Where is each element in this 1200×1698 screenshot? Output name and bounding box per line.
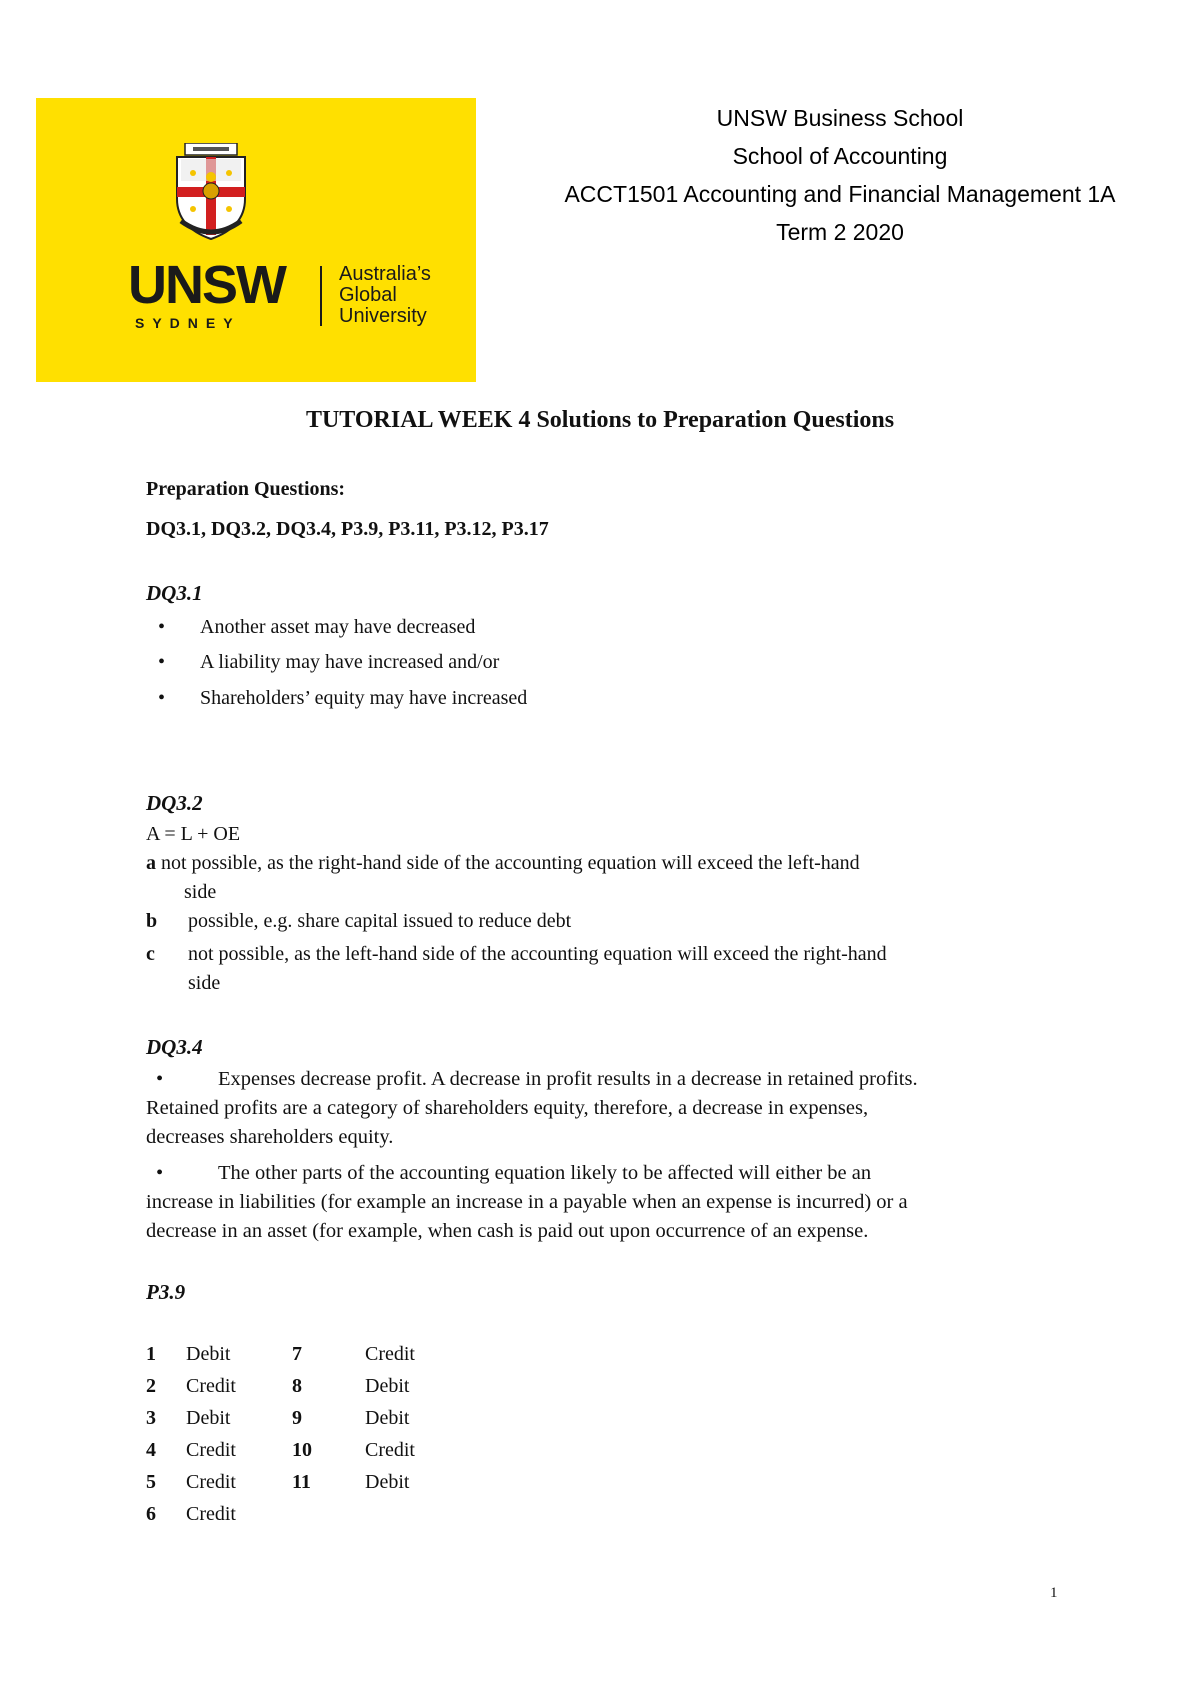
- entry-number: 10: [292, 1439, 312, 1461]
- entry-number: 3: [146, 1407, 156, 1429]
- entry-number: 6: [146, 1503, 156, 1525]
- header-line: ACCT1501 Accounting and Financial Management 1A: [564, 181, 1116, 207]
- list-item: [158, 616, 475, 639]
- accounting-equation: A = L + OE: [146, 823, 241, 845]
- entry-value: Debit: [365, 1375, 410, 1397]
- logo-tagline-line: University: [339, 305, 427, 327]
- entry-number: 7: [292, 1343, 302, 1365]
- logo-wordmark: UNSW: [128, 255, 285, 315]
- list-item-text: Another asset may have decreased: [200, 616, 476, 638]
- paragraph-line: decrease in an asset (for example, when cash is paid out upon occurrence of an expense.: [146, 1220, 869, 1242]
- bullet-icon: •: [158, 651, 166, 673]
- answer-c: [146, 943, 887, 966]
- entry-value: Debit: [365, 1471, 410, 1493]
- bullet-icon: •: [158, 687, 166, 709]
- entry-number: 1: [146, 1343, 156, 1365]
- entry-value: Credit: [365, 1439, 415, 1461]
- entry-number: 2: [146, 1375, 156, 1397]
- paragraph-line: decreases shareholders equity.: [146, 1126, 394, 1148]
- answer-text: possible, e.g. share capital issued to reduce debt: [188, 910, 572, 932]
- entry-value: Credit: [186, 1439, 236, 1461]
- entry-value: Credit: [365, 1343, 415, 1365]
- answer-a-cont: side: [184, 881, 217, 903]
- answer-letter: a: [146, 852, 156, 874]
- header-line: School of Accounting: [732, 143, 948, 169]
- list-item-text: A liability may have increased and/or: [200, 651, 500, 673]
- prep-label: Preparation Questions:: [146, 478, 346, 500]
- bullet-icon: •: [158, 616, 166, 638]
- entry-value: Debit: [186, 1343, 231, 1365]
- entry-number: 5: [146, 1471, 156, 1493]
- p39-heading: P3.9: [146, 1280, 186, 1304]
- answer-letter: b: [146, 910, 158, 932]
- entry-value: Credit: [186, 1375, 236, 1397]
- answer-letter: c: [146, 943, 155, 965]
- answer-b: [146, 910, 571, 933]
- header-line: Term 2 2020: [776, 219, 904, 245]
- paragraph-line: increase in liabilities (for example an increase in a payable when an expense is incurred) or a: [146, 1191, 908, 1213]
- entry-value: Credit: [186, 1503, 236, 1525]
- logo-tagline-line: Australia’s: [339, 263, 431, 285]
- paragraph-line: Expenses decrease profit. A decrease in profit results in a decrease in retained profits.: [218, 1068, 918, 1090]
- answer-c-cont: side: [188, 972, 221, 994]
- list-item-text: Shareholders’ equity may have increased: [200, 687, 528, 709]
- paragraph-line: The other parts of the accounting equation likely to be affected will either be an: [218, 1162, 872, 1184]
- page-number: 1: [1050, 1585, 1058, 1601]
- logo-wordmark-sub: SYDNEY: [135, 315, 241, 331]
- header-line: UNSW Business School: [716, 105, 964, 131]
- dq31-heading: DQ3.1: [146, 581, 203, 605]
- dq34-paragraph: [146, 1159, 1076, 1246]
- logo-tagline: [339, 264, 469, 327]
- dq34-paragraph: [146, 1065, 1076, 1152]
- paragraph-line: Retained profits are a category of shareholders equity, therefore, a decrease in expenses,: [146, 1097, 869, 1119]
- list-item: [158, 651, 499, 674]
- unsw-logo: [36, 98, 476, 382]
- answer-a: [146, 852, 860, 875]
- entry-number: 4: [146, 1439, 156, 1461]
- course-header: [520, 99, 1160, 251]
- logo-divider: [320, 266, 322, 326]
- logo-tagline-line: Global: [339, 284, 397, 306]
- list-item: [158, 687, 527, 710]
- entry-value: Credit: [186, 1471, 236, 1493]
- entry-number: 9: [292, 1407, 302, 1429]
- dq34-heading: DQ3.4: [146, 1035, 203, 1059]
- entry-value: Debit: [186, 1407, 231, 1429]
- answer-text: not possible, as the right-hand side of the accounting equation will exceed the left-hand: [161, 852, 860, 874]
- unsw-crest-icon: [173, 143, 249, 241]
- entry-value: Debit: [365, 1407, 410, 1429]
- entry-number: 8: [292, 1375, 302, 1397]
- page-title: TUTORIAL WEEK 4 Solutions to Preparation Questions: [305, 407, 895, 433]
- dq32-heading: DQ3.2: [146, 791, 203, 815]
- entry-number: 11: [292, 1471, 311, 1493]
- bullet-icon: •: [156, 1162, 164, 1184]
- answer-text: not possible, as the left-hand side of the accounting equation will exceed the right-hand: [188, 943, 887, 965]
- prep-list: DQ3.1, DQ3.2, DQ3.4, P3.9, P3.11, P3.12, P3.17: [146, 518, 549, 540]
- bullet-icon: •: [156, 1068, 164, 1090]
